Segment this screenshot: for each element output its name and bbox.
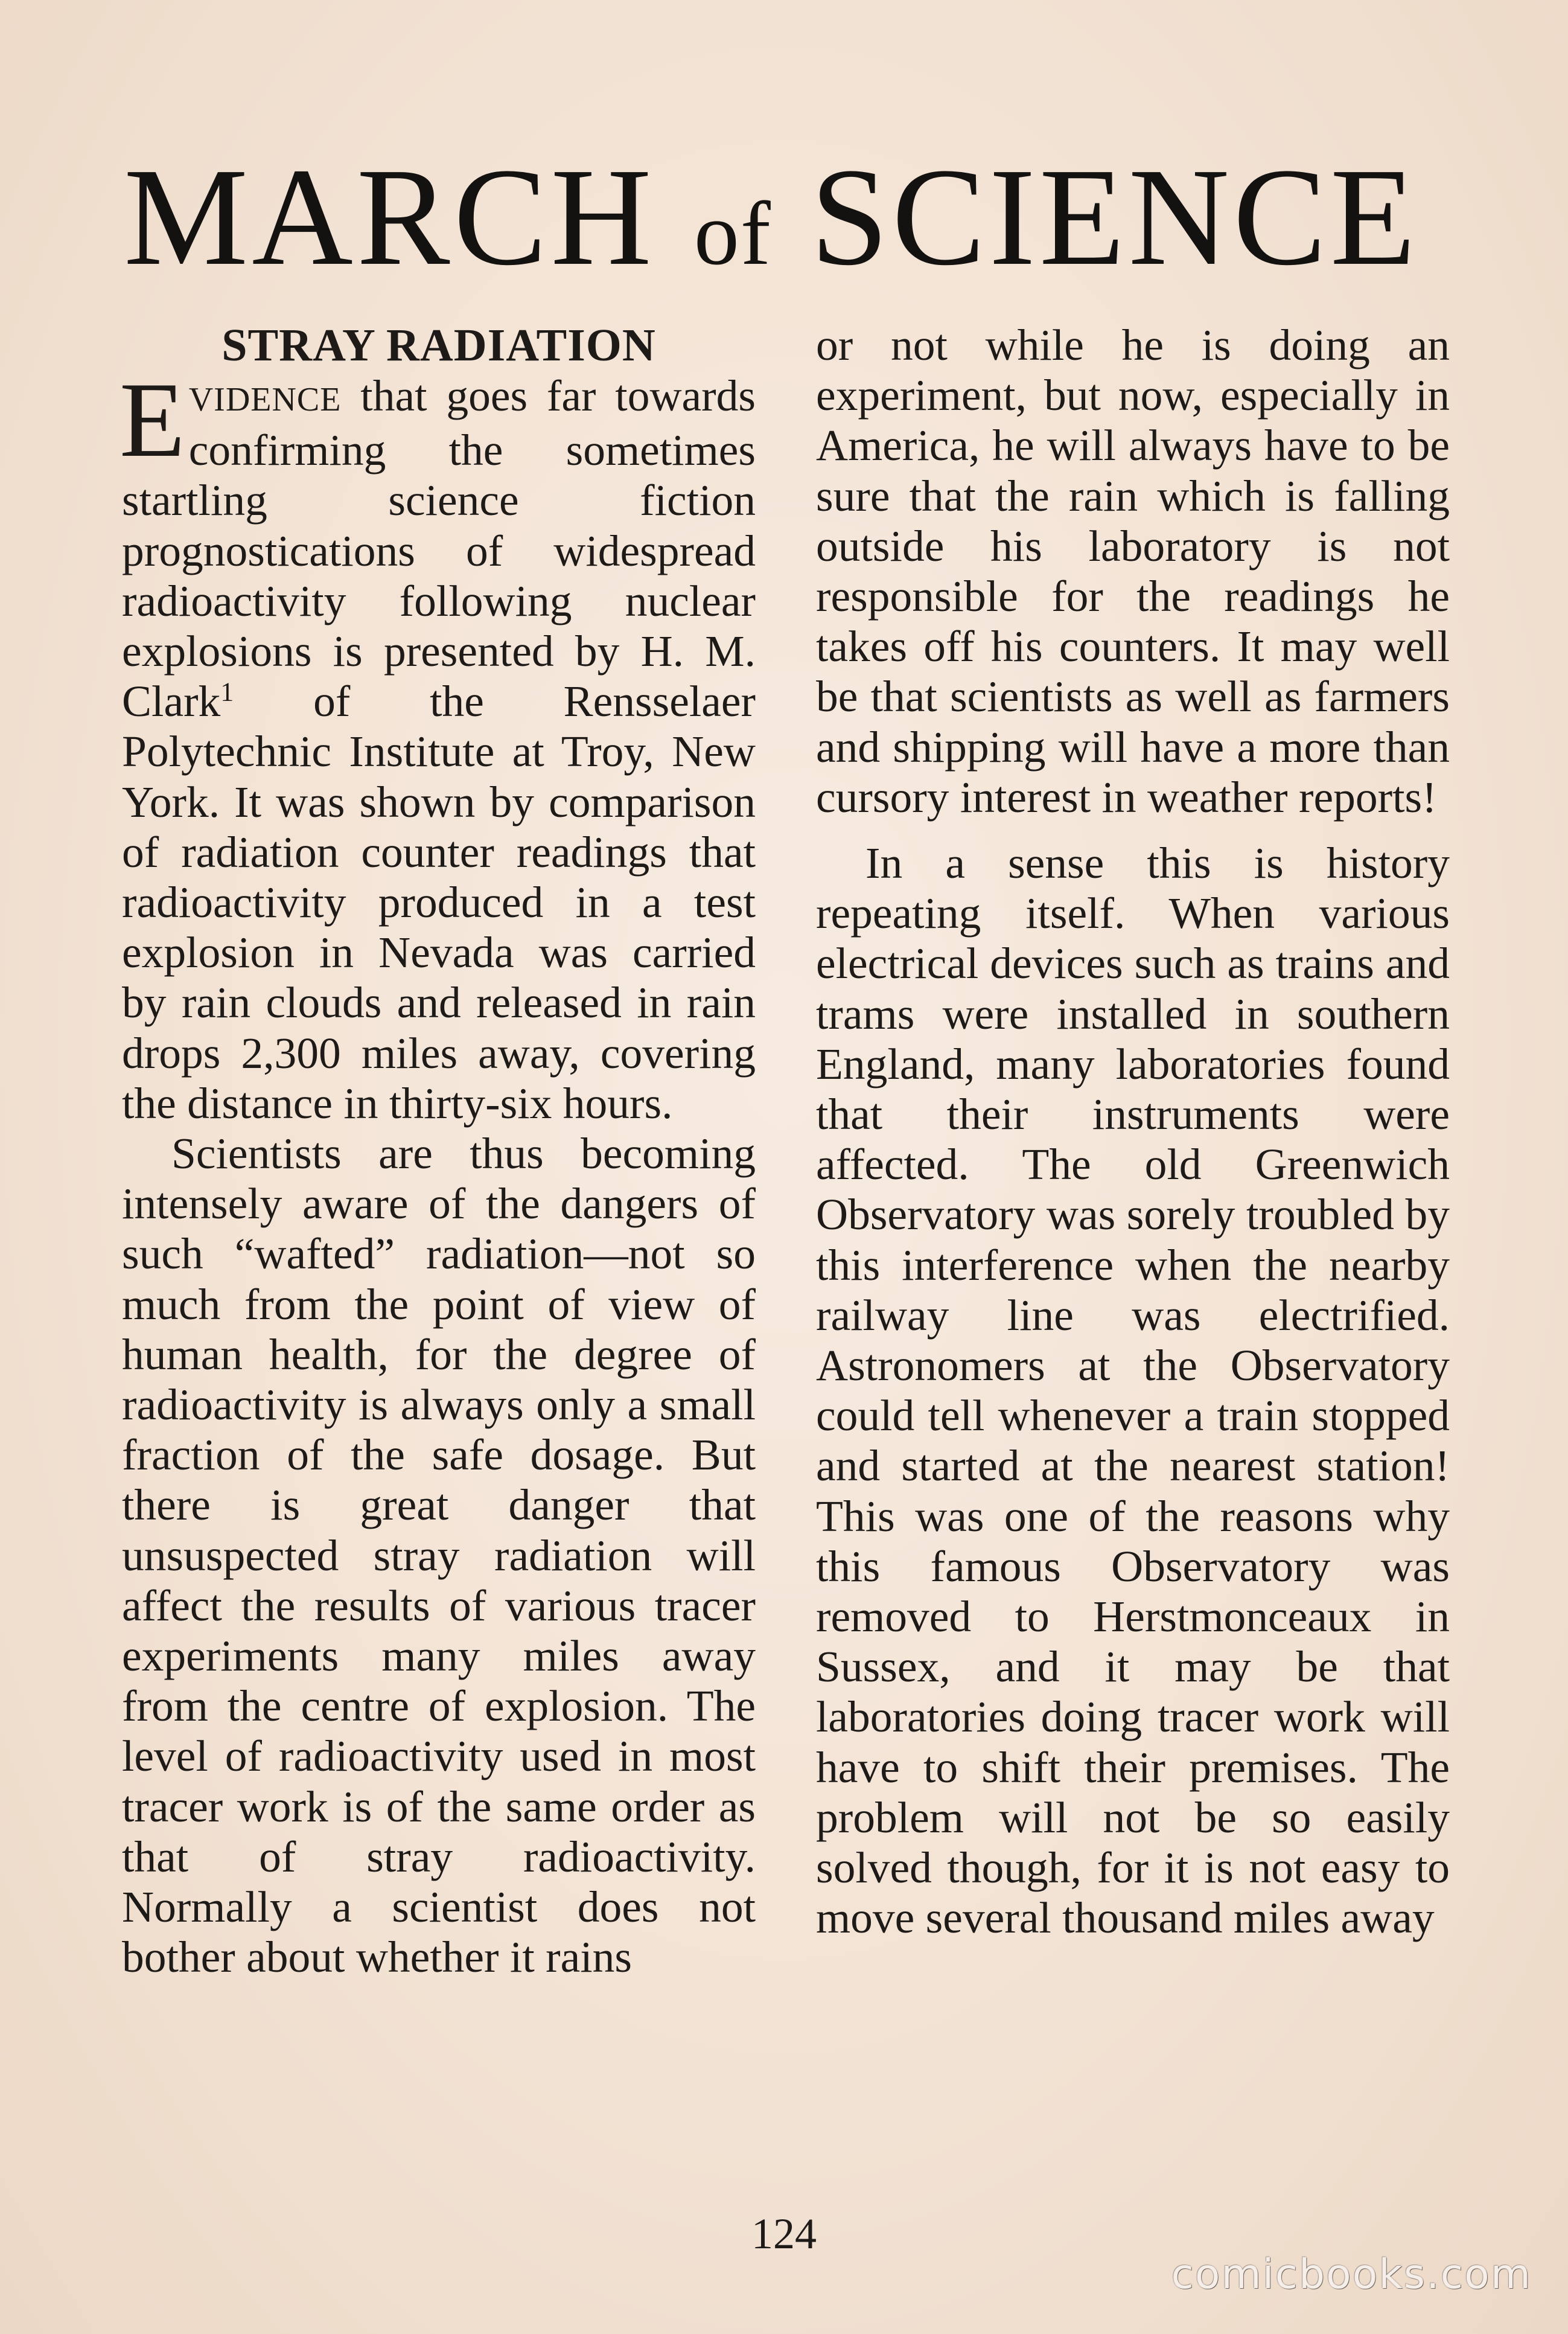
left-column bbox=[122, 320, 756, 1983]
paragraph-1 bbox=[120, 360, 756, 1128]
paragraph-2: Scientists are thus becoming intensely aware of the dangers of such “wafted” radiation—not so much from the point of view of human health, for the degree of radioactivity is always only a small fraction of the safe dosage. But there is great danger that unsuspected stray radiation will affect the results of various tracer experiments many miles away from the centre of explosion. The level of radioactivity used in most tracer work is of the same order as that of stray radioactivity. Normally a scientist does not bother about whether it rains bbox=[122, 1129, 756, 1982]
page-headline bbox=[124, 139, 1452, 296]
paragraph-1-text-b: of the Rensselaer Polytechnic Institute at Troy, New York. It was shown by comparison of radiation counter readings that radioactivity produced in a test explosion in Nevada was carried by rain clouds and released in rain drops 2,300 miles away, covering the distance in thirty-six hours. bbox=[122, 677, 756, 1128]
right-column bbox=[816, 320, 1450, 1943]
page-number: 124 bbox=[751, 2210, 817, 2258]
paragraph-1-text-a: that goes far towards confirming the sometimes startling science fiction prognostications of widespread radioactivity following nuclear explosions is presented by H. M. Clark bbox=[122, 371, 756, 726]
paragraph-3: In a sense this is history repeating itself. When various electrical devices such as trains and trams were installed in southern England, many laboratories found that their instruments were affected. The old Greenwich Observatory was sorely troubled by this interference when the nearby railway line was electrified. Astronomers at the Observatory could tell whenever a train stopped and started at the nearest station! This was one of the reasons why this famous Observatory was removed to Herstmonceaux in Sussex, and it may be that laboratories doing tracer work will have to shift their premises. The problem will not be so easily solved though, for it is not easy to move several thousand miles away bbox=[816, 839, 1450, 1943]
site-watermark: comicbooks.com bbox=[1171, 2251, 1532, 2298]
headline-of: of bbox=[693, 184, 772, 284]
footnote-marker: 1 bbox=[220, 677, 234, 707]
section-title: STRAY RADIATION bbox=[221, 320, 656, 371]
opening-small-caps: VIDENCE bbox=[188, 381, 342, 418]
headline-march: MARCH bbox=[124, 139, 655, 295]
headline-science: SCIENCE bbox=[810, 139, 1420, 295]
drop-cap: E bbox=[120, 360, 185, 479]
paragraph-2-continued: or not while he is doing an experiment, but now, especially in America, he will always have to be sure that the rain which is falling outside his laboratory is not responsible for the readings he takes off his counters. It may well be that scientists as well as farmers and shipping will have a more than cursory interest in weather reports! bbox=[816, 321, 1450, 822]
